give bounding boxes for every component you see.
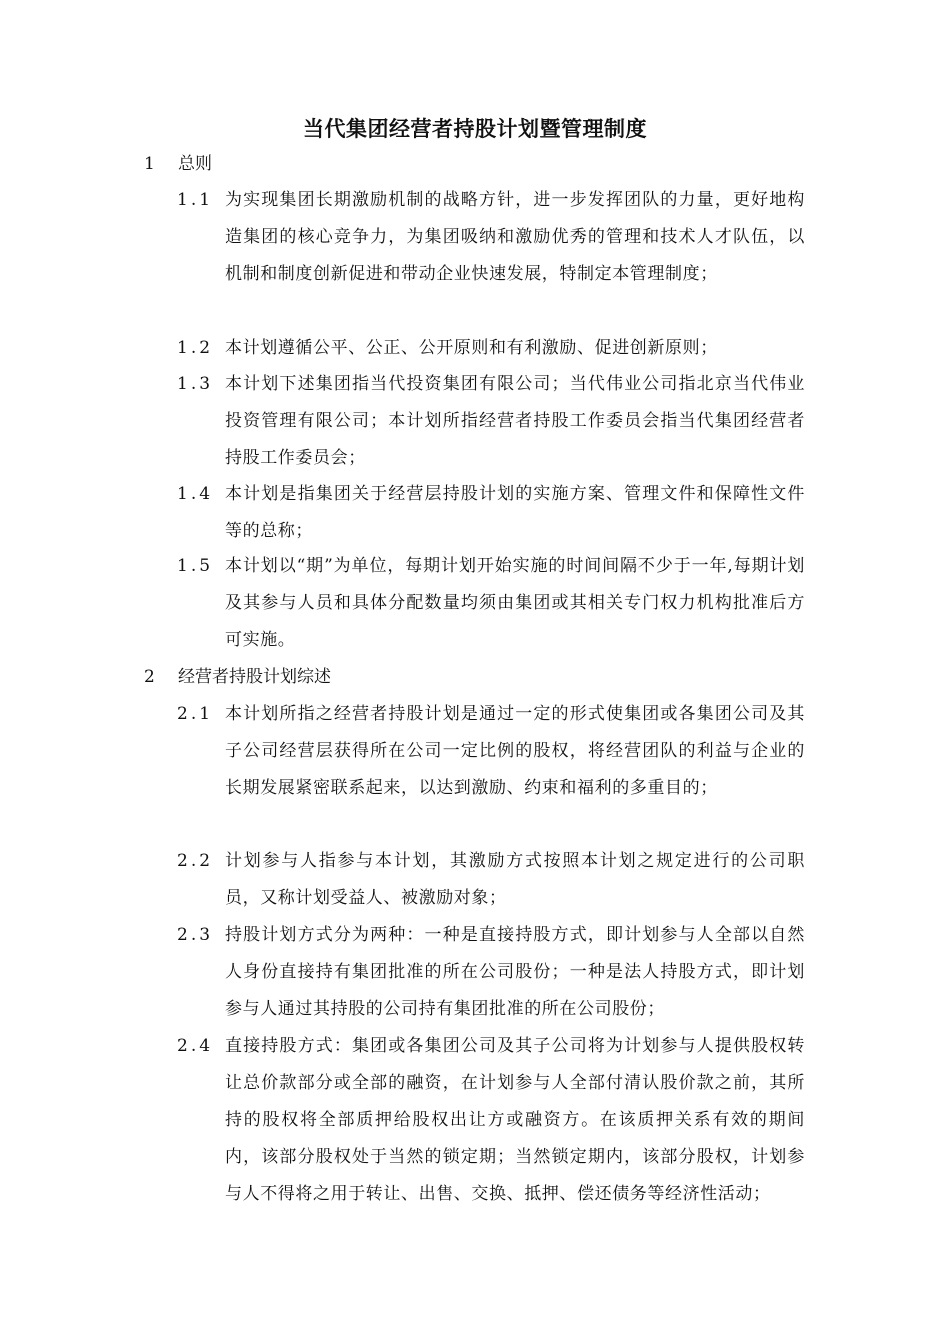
section-title: 经营者持股计划综述	[178, 667, 331, 687]
clause-number: 1.4	[177, 484, 214, 504]
clause-item	[177, 330, 827, 367]
clause-text: 本计划是指集团关于经营层持股计划的实施方案、管理文件和保障性文件等的总称；	[225, 484, 805, 541]
clause-item	[177, 366, 827, 477]
clause-number: 1.2	[177, 338, 214, 358]
clause-item	[177, 548, 827, 659]
document-title: 当代集团经营者持股计划暨管理制度	[303, 117, 647, 141]
clause-item	[177, 182, 827, 293]
clause-text: 本计划遵循公平、公正、公开原则和有利激励、促进创新原则；	[225, 338, 718, 358]
clause-number: 1.1	[177, 190, 214, 210]
clause-item	[177, 476, 827, 550]
section-heading	[144, 146, 212, 182]
section-title: 总则	[178, 154, 212, 174]
clause-text: 本计划以“期”为单位，每期计划开始实施的时间间隔不少于一年,每期计划及其参与人员和具体分配数量均须由集团或其相关专门权力机构批准后方可实施。	[225, 556, 805, 650]
clause-item	[177, 696, 827, 807]
clause-number: 1.3	[177, 374, 214, 394]
clause-text: 计划参与人指参与本计划，其激励方式按照本计划之规定进行的公司职员，又称计划受益人、被激励对象；	[225, 851, 805, 908]
clause-number: 2.1	[177, 704, 214, 724]
clause-item	[177, 917, 827, 1028]
section-number: 2	[144, 667, 155, 687]
clause-number: 2.2	[177, 851, 214, 871]
clause-text: 为实现集团长期激励机制的战略方针，进一步发挥团队的力量，更好地构造集团的核心竞争力，为集团吸纳和激励优秀的管理和技术人才队伍，以机制和制度创新促进和带动企业快速发展，特制定本管理制度；	[225, 190, 805, 284]
clause-item	[177, 843, 827, 917]
clause-text: 本计划下述集团指当代投资集团有限公司；当代伟业公司指北京当代伟业投资管理有限公司；本计划所指经营者持股工作委员会指当代集团经营者持股工作委员会；	[225, 374, 805, 468]
clause-text: 持股计划方式分为两种：一种是直接持股方式，即计划参与人全部以自然人身份直接持有集团批准的所在公司股份；一种是法人持股方式，即计划参与人通过其持股的公司持有集团批准的所在公司股份；	[225, 925, 805, 1019]
clause-number: 2.4	[177, 1036, 214, 1056]
clause-text: 本计划所指之经营者持股计划是通过一定的形式使集团或各集团公司及其子公司经营层获得所在公司一定比例的股权，将经营团队的利益与企业的长期发展紧密联系起来，以达到激励、约束和福利的多重目的；	[225, 704, 805, 798]
clause-number: 1.5	[177, 556, 214, 576]
clause-number: 2.3	[177, 925, 214, 945]
section-heading	[144, 659, 331, 695]
clause-item	[177, 1028, 827, 1213]
clause-text: 直接持股方式：集团或各集团公司及其子公司将为计划参与人提供股权转让总价款部分或全部的融资，在计划参与人全部付清认股价款之前，其所持的股权将全部质押给股权出让方或融资方。在该质押关系有效的期间内，该部分股权处于当然的锁定期；当然锁定期内，该部分股权，计划参与人不得将之用于转让、出售、交换、抵押、偿还债务等经济性活动；	[225, 1036, 805, 1204]
section-number: 1	[144, 154, 155, 174]
